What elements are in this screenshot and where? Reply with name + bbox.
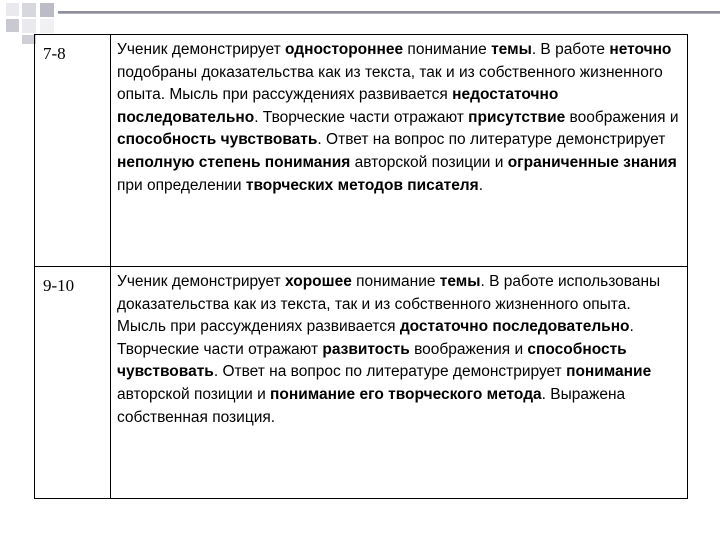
description-text: воображения и (565, 108, 679, 126)
description-text: понимание (403, 41, 492, 58)
description-text: Ученик демонстрирует (117, 41, 286, 58)
score-cell: 9-10 (35, 267, 111, 499)
description-text: воображения и (409, 340, 528, 358)
score-cell: 7-8 (35, 35, 111, 267)
emphasis-text: неточно (609, 41, 672, 58)
emphasis-text: неполную степень понимания (117, 153, 351, 171)
emphasis-text: развитость (322, 340, 410, 358)
emphasis-text: одностороннее (285, 41, 404, 58)
emphasis-text: понимание (566, 363, 652, 381)
description-text: . В работе использованы доказательства как из текста, так и из собственного жизненного опыта. Мысль при рассуждениях развивается (117, 273, 661, 336)
emphasis-text: достаточно последовательно (399, 318, 630, 336)
grading-rubric-table (34, 34, 688, 499)
emphasis-text: творческих методов писателя (245, 176, 479, 194)
description-text: Ученик демонстрирует (117, 273, 286, 290)
description-text: авторской позиции и (350, 153, 508, 171)
decor-square (40, 3, 54, 17)
description-cell (111, 35, 688, 267)
emphasis-text: ограниченные знания (507, 153, 677, 171)
description-text: при определении (117, 176, 246, 194)
emphasis-text: присутствие (468, 108, 566, 126)
decor-square (22, 3, 36, 17)
decor-square (40, 19, 54, 33)
description-text: авторской позиции и (117, 385, 271, 403)
description-text: . Выражена собственная позиция. (117, 385, 626, 426)
emphasis-text: темы (491, 41, 532, 58)
description-text: . Ответ на вопрос по литературе демонстрирует (317, 131, 666, 149)
emphasis-text: способность чувствовать (117, 340, 627, 381)
rubric-row (35, 267, 688, 499)
emphasis-text: способность чувствовать (117, 131, 318, 149)
description-text: . Творческие части отражают (117, 318, 634, 358)
description-text: подобраны доказательства как из текста, так и из собственного жизненного опыта. Мысль при рассуждениях развивается (117, 63, 663, 104)
description-text: . Творческие части отражают (254, 108, 469, 126)
emphasis-text: недостаточно последовательно (117, 86, 559, 126)
description-text: понимание (351, 273, 440, 290)
emphasis-text: темы (439, 273, 481, 290)
header-rule-shadow (58, 13, 720, 14)
decor-square (6, 3, 19, 16)
description-text: . Ответ на вопрос по литературе демонстрирует (213, 363, 567, 381)
rubric-row (35, 35, 688, 267)
decor-square (22, 19, 36, 33)
description-text: . (478, 176, 484, 194)
description-cell (111, 267, 688, 499)
emphasis-text: хорошее (285, 273, 352, 290)
decor-square (6, 19, 19, 32)
emphasis-text: понимание его творческого метода (270, 385, 542, 403)
description-text: . В работе (531, 41, 610, 58)
